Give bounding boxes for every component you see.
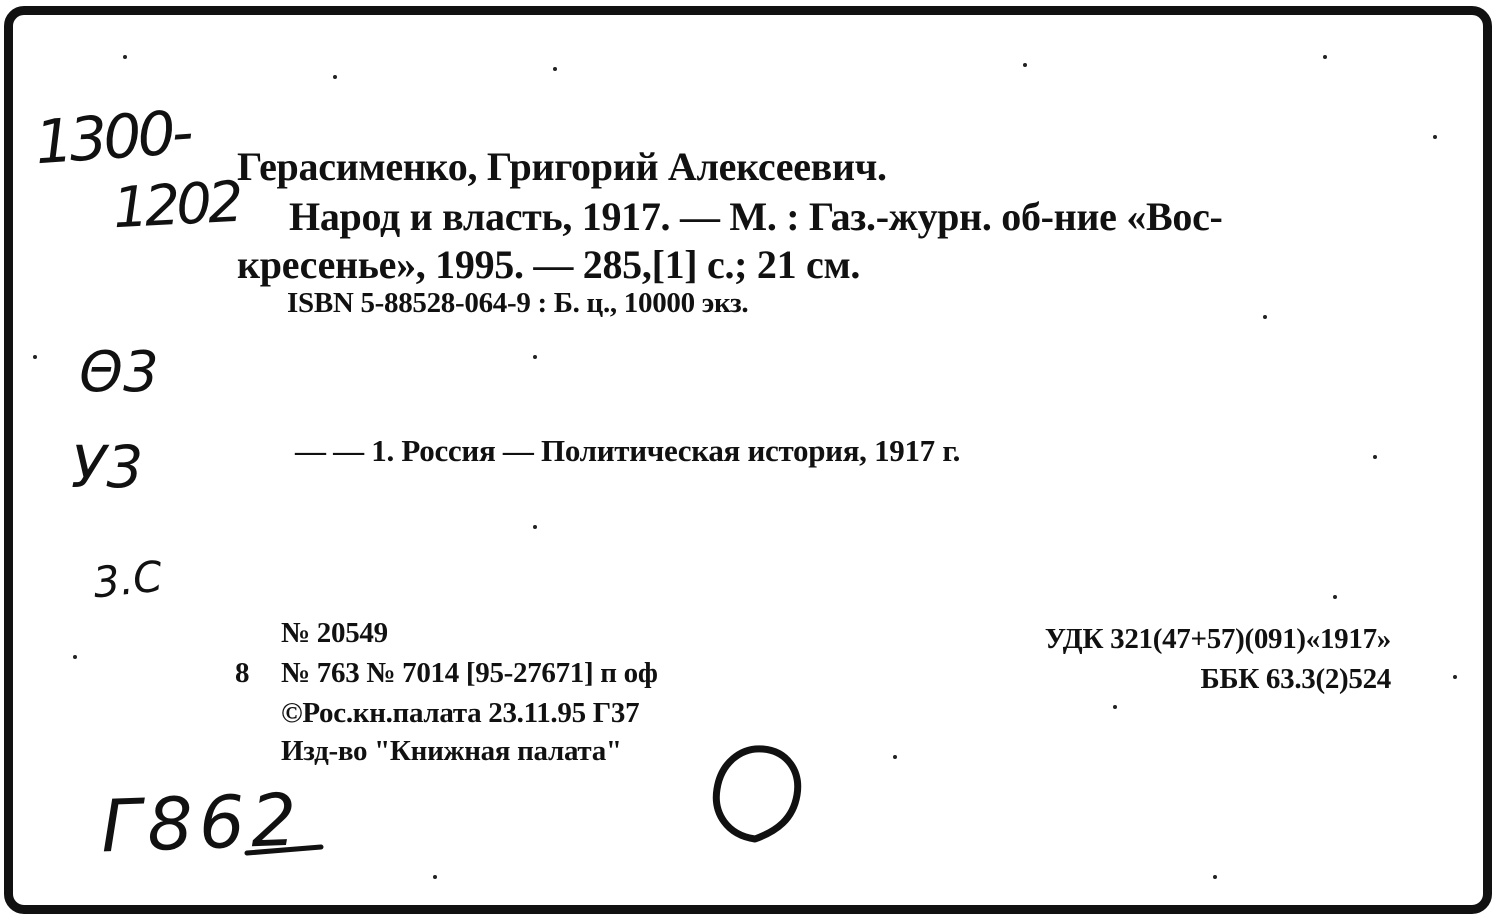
udk-code: УДК 321(47+57)(091)«1917» bbox=[1044, 623, 1391, 655]
speck bbox=[553, 67, 557, 71]
speck bbox=[433, 875, 437, 879]
underline-stroke-icon bbox=[245, 843, 325, 857]
handwritten-note-1: Θ3 bbox=[79, 340, 159, 405]
isbn-line: ISBN 5-88528-064-9 : Б. ц., 10000 экз. bbox=[287, 287, 749, 319]
speck bbox=[1323, 55, 1327, 59]
speck bbox=[33, 355, 37, 359]
handwritten-shelf-mark-top: 1300- bbox=[32, 97, 192, 179]
bbk-code: ББК 63.3(2)524 bbox=[1200, 663, 1391, 695]
stamp-circle-icon bbox=[707, 739, 807, 849]
speck bbox=[533, 525, 537, 529]
speck bbox=[893, 755, 897, 759]
speck bbox=[1263, 315, 1267, 319]
chamber-line: ©Рос.кн.палата 23.11.95 Г37 bbox=[281, 697, 640, 729]
speck bbox=[533, 355, 537, 359]
handwritten-inventory-number: Г862 bbox=[99, 777, 304, 869]
speck bbox=[1023, 63, 1027, 67]
print-info: № 763 № 7014 [95-27671] п оф bbox=[281, 657, 658, 689]
leading-digit: 8 bbox=[235, 657, 250, 689]
speck bbox=[1433, 135, 1437, 139]
speck bbox=[73, 655, 77, 659]
subject-heading: — — 1. Россия — Политическая история, 1917 г. bbox=[295, 433, 961, 468]
speck bbox=[333, 75, 337, 79]
speck bbox=[1453, 675, 1457, 679]
speck bbox=[1333, 595, 1337, 599]
catalog-card bbox=[4, 6, 1492, 914]
speck bbox=[1373, 455, 1377, 459]
title-line-2: кресенье», 1995. — 285,[1] с.; 21 см. bbox=[237, 242, 861, 287]
speck bbox=[123, 55, 127, 59]
speck bbox=[1113, 705, 1117, 709]
card-number: № 20549 bbox=[281, 617, 388, 649]
handwritten-note-3: 3.С bbox=[90, 551, 165, 608]
handwritten-shelf-mark-bottom: 1202 bbox=[111, 169, 242, 242]
speck bbox=[1213, 875, 1217, 879]
handwritten-note-2: У3 bbox=[71, 433, 144, 501]
author-heading: Герасименко, Григорий Алексеевич. bbox=[237, 144, 887, 189]
title-line-1: Народ и власть, 1917. — М. : Газ.-журн. об-ние «Вос- bbox=[289, 194, 1223, 239]
publisher-line: Изд-во "Книжная палата" bbox=[281, 735, 622, 767]
